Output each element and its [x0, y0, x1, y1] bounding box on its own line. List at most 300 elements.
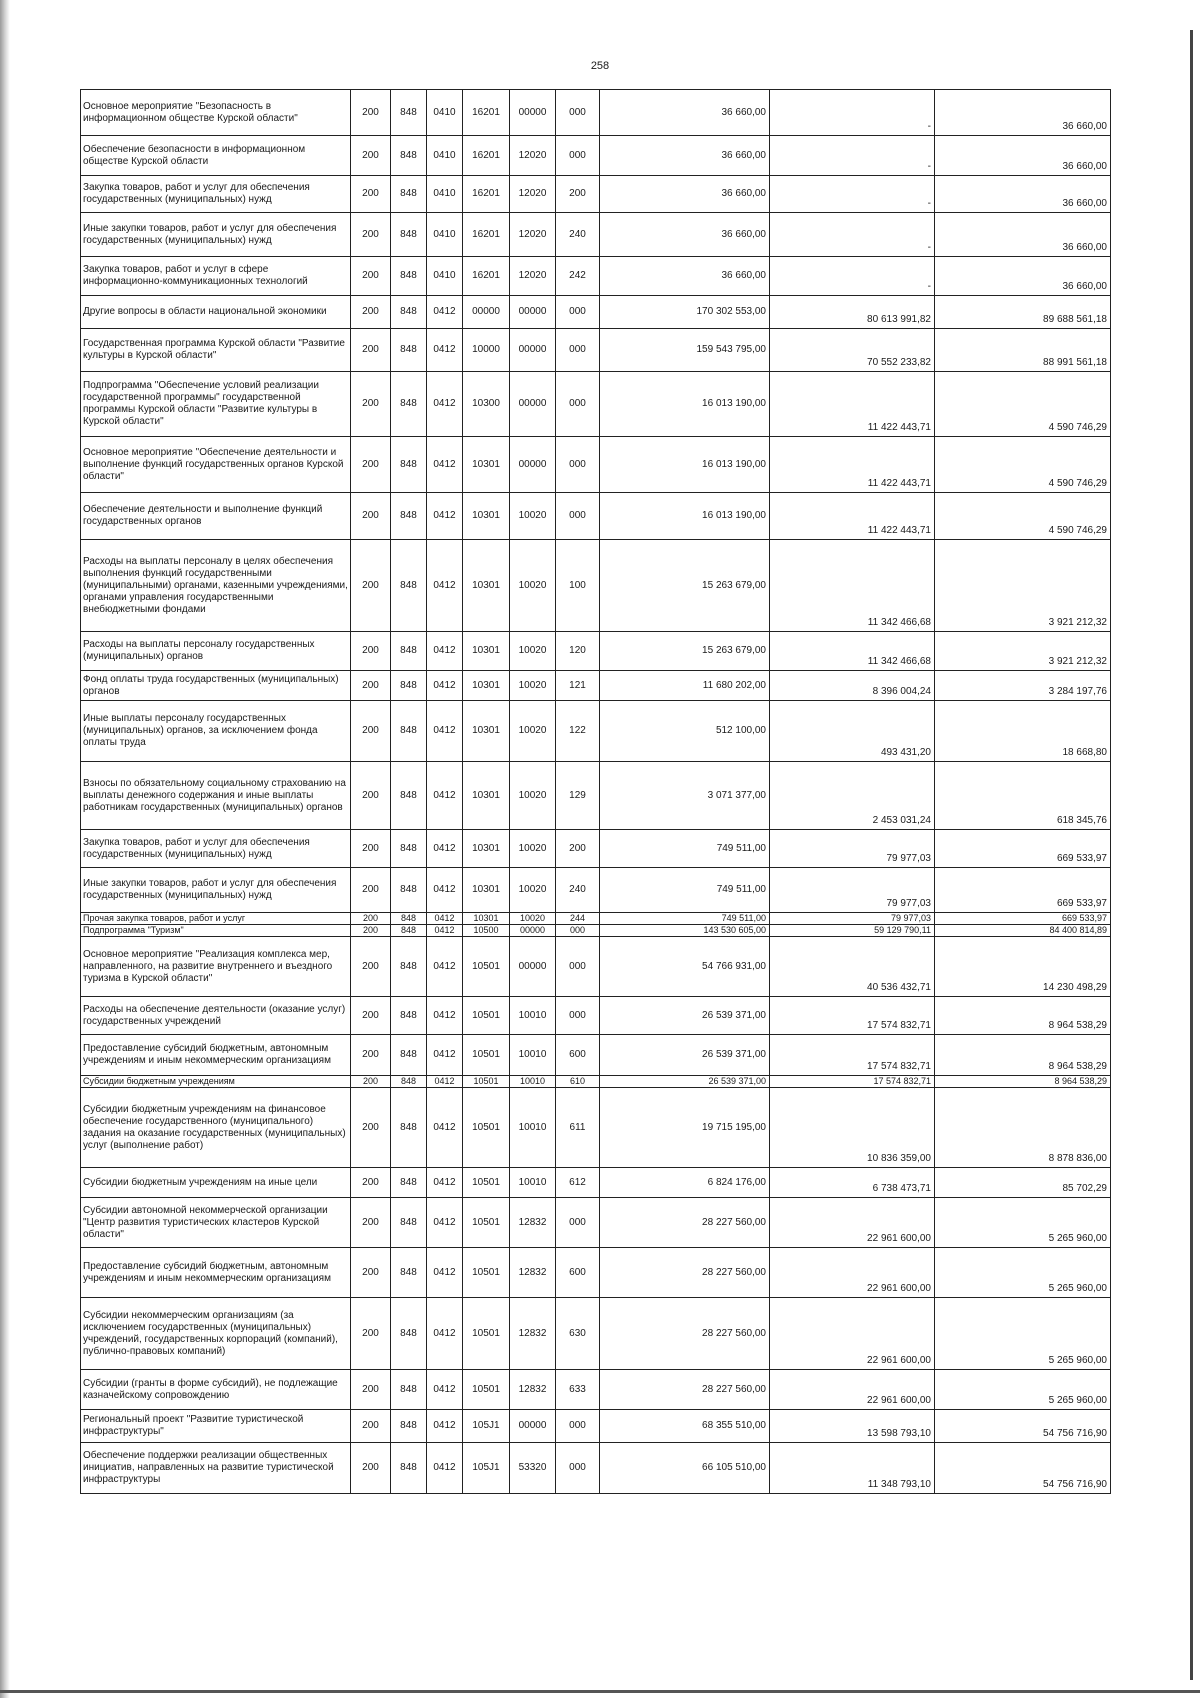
row-name-cell: Субсидии бюджетным учреждениям на иные цели [81, 1168, 351, 1198]
code-cell: 122 [556, 701, 600, 762]
code-cell: 00000 [510, 1410, 556, 1443]
table-row [81, 1076, 1111, 1088]
code-cell: 10501 [463, 937, 510, 997]
table-row [81, 997, 1111, 1035]
code-cell: 0412 [427, 762, 463, 830]
table-row [81, 1088, 1111, 1168]
amount-cell-3: 5 265 960,00 [935, 1198, 1111, 1248]
row-name-cell: Фонд оплаты труда государственных (муниципальных) органов [81, 671, 351, 701]
code-cell: 10501 [463, 1088, 510, 1168]
amount-cell-3: 36 660,00 [935, 213, 1111, 257]
budget-table [80, 89, 1111, 1494]
code-cell: 000 [556, 937, 600, 997]
code-cell: 10301 [463, 540, 510, 632]
table-row [81, 437, 1111, 493]
row-name-cell: Обеспечение поддержки реализации общественных инициатив, направленных на развитие туристической инфраструктуры [81, 1443, 351, 1494]
code-cell: 12832 [510, 1370, 556, 1410]
code-cell: 200 [351, 1248, 391, 1298]
amount-cell-3: 669 533,97 [935, 868, 1111, 913]
table-row [81, 830, 1111, 868]
code-cell: 0410 [427, 176, 463, 213]
amount-cell-2: - [770, 136, 935, 176]
code-cell: 0412 [427, 329, 463, 372]
row-name-cell: Государственная программа Курской области "Развитие культуры в Курской области" [81, 329, 351, 372]
code-cell: 10501 [463, 1248, 510, 1298]
amount-cell-3: 36 660,00 [935, 136, 1111, 176]
amount-cell-2: 11 422 443,71 [770, 372, 935, 437]
code-cell: 242 [556, 257, 600, 296]
amount-cell-1: 749 511,00 [600, 830, 770, 868]
amount-cell-1: 11 680 202,00 [600, 671, 770, 701]
code-cell: 10301 [463, 830, 510, 868]
code-cell: 200 [351, 329, 391, 372]
code-cell: 200 [351, 701, 391, 762]
table-row [81, 493, 1111, 540]
code-cell: 0412 [427, 1076, 463, 1088]
code-cell: 10501 [463, 1076, 510, 1088]
row-name-cell: Обеспечение деятельности и выполнение функций государственных органов [81, 493, 351, 540]
code-cell: 12832 [510, 1198, 556, 1248]
amount-cell-2: 22 961 600,00 [770, 1298, 935, 1370]
row-name-cell: Субсидии бюджетным учреждениям [81, 1076, 351, 1088]
amount-cell-2: 10 836 359,00 [770, 1088, 935, 1168]
code-cell: 10020 [510, 913, 556, 925]
row-name-cell: Субсидии автономной некоммерческой организации "Центр развития туристических кластеров Курской области" [81, 1198, 351, 1248]
amount-cell-2: 40 536 432,71 [770, 937, 935, 997]
code-cell: 848 [391, 1370, 427, 1410]
amount-cell-3: 669 533,97 [935, 913, 1111, 925]
code-cell: 200 [351, 1410, 391, 1443]
code-cell: 200 [351, 176, 391, 213]
code-cell: 10501 [463, 1035, 510, 1076]
amount-cell-2: 2 453 031,24 [770, 762, 935, 830]
code-cell: 0412 [427, 493, 463, 540]
code-cell: 200 [351, 1168, 391, 1198]
code-cell: 610 [556, 1076, 600, 1088]
amount-cell-1: 16 013 190,00 [600, 493, 770, 540]
amount-cell-1: 36 660,00 [600, 136, 770, 176]
table-row [81, 372, 1111, 437]
amount-cell-3: 8 964 538,29 [935, 1035, 1111, 1076]
code-cell: 0412 [427, 937, 463, 997]
code-cell: 200 [351, 671, 391, 701]
code-cell: 200 [351, 1088, 391, 1168]
code-cell: 000 [556, 296, 600, 329]
code-cell: 848 [391, 1198, 427, 1248]
code-cell: 00000 [510, 296, 556, 329]
code-cell: 000 [556, 90, 600, 136]
row-name-cell: Подпрограмма "Туризм" [81, 925, 351, 937]
amount-cell-1: 749 511,00 [600, 913, 770, 925]
table-row [81, 913, 1111, 925]
code-cell: 200 [351, 90, 391, 136]
code-cell: 00000 [510, 925, 556, 937]
row-name-cell: Закупка товаров, работ и услуг для обеспечения государственных (муниципальных) нужд [81, 176, 351, 213]
code-cell: 200 [351, 868, 391, 913]
code-cell: 0412 [427, 1410, 463, 1443]
code-cell: 200 [351, 1076, 391, 1088]
row-name-cell: Региональный проект "Развитие туристической инфраструктуры" [81, 1410, 351, 1443]
code-cell: 848 [391, 329, 427, 372]
code-cell: 200 [351, 1198, 391, 1248]
code-cell: 10010 [510, 997, 556, 1035]
code-cell: 0412 [427, 296, 463, 329]
code-cell: 848 [391, 437, 427, 493]
code-cell: 10501 [463, 1168, 510, 1198]
amount-cell-3: 36 660,00 [935, 257, 1111, 296]
row-name-cell: Расходы на выплаты персоналу государственных (муниципальных) органов [81, 632, 351, 671]
code-cell: 12020 [510, 257, 556, 296]
amount-cell-3: 84 400 814,89 [935, 925, 1111, 937]
code-cell: 848 [391, 868, 427, 913]
code-cell: 000 [556, 1198, 600, 1248]
amount-cell-3: 669 533,97 [935, 830, 1111, 868]
code-cell: 200 [351, 296, 391, 329]
row-name-cell: Обеспечение безопасности в информационном обществе Курской области [81, 136, 351, 176]
code-cell: 10301 [463, 762, 510, 830]
code-cell: 10020 [510, 701, 556, 762]
amount-cell-1: 749 511,00 [600, 868, 770, 913]
code-cell: 848 [391, 257, 427, 296]
row-name-cell: Иные закупки товаров, работ и услуг для обеспечения государственных (муниципальных) нужд [81, 868, 351, 913]
amount-cell-2: 79 977,03 [770, 868, 935, 913]
amount-cell-2: 11 422 443,71 [770, 437, 935, 493]
row-name-cell: Предоставление субсидий бюджетным, автономным учреждениям и иным некоммерческим организациям [81, 1248, 351, 1298]
code-cell: 0412 [427, 701, 463, 762]
code-cell: 848 [391, 1076, 427, 1088]
code-cell: 200 [351, 1035, 391, 1076]
code-cell: 10301 [463, 701, 510, 762]
amount-cell-1: 19 715 195,00 [600, 1088, 770, 1168]
amount-cell-3: 89 688 561,18 [935, 296, 1111, 329]
amount-cell-3: 3 921 212,32 [935, 540, 1111, 632]
amount-cell-1: 159 543 795,00 [600, 329, 770, 372]
amount-cell-1: 16 013 190,00 [600, 437, 770, 493]
table-row [81, 762, 1111, 830]
amount-cell-2: 22 961 600,00 [770, 1198, 935, 1248]
code-cell: 848 [391, 830, 427, 868]
code-cell: 12020 [510, 176, 556, 213]
amount-cell-1: 28 227 560,00 [600, 1198, 770, 1248]
amount-cell-3: 18 668,80 [935, 701, 1111, 762]
row-name-cell: Другие вопросы в области национальной экономики [81, 296, 351, 329]
amount-cell-1: 54 766 931,00 [600, 937, 770, 997]
code-cell: 10301 [463, 671, 510, 701]
code-cell: 10020 [510, 671, 556, 701]
amount-cell-2: 8 396 004,24 [770, 671, 935, 701]
code-cell: 848 [391, 213, 427, 257]
amount-cell-3: 88 991 561,18 [935, 329, 1111, 372]
table-row [81, 1370, 1111, 1410]
amount-cell-2: 11 342 466,68 [770, 540, 935, 632]
amount-cell-2: 17 574 832,71 [770, 1076, 935, 1088]
code-cell: 600 [556, 1035, 600, 1076]
code-cell: 10301 [463, 632, 510, 671]
amount-cell-2: 11 348 793,10 [770, 1443, 935, 1494]
code-cell: 10501 [463, 1370, 510, 1410]
code-cell: 0412 [427, 540, 463, 632]
code-cell: 200 [351, 1443, 391, 1494]
amount-cell-3: 4 590 746,29 [935, 372, 1111, 437]
code-cell: 0412 [427, 372, 463, 437]
code-cell: 000 [556, 1443, 600, 1494]
code-cell: 200 [351, 437, 391, 493]
table-row [81, 925, 1111, 937]
table-row [81, 868, 1111, 913]
amount-cell-1: 28 227 560,00 [600, 1248, 770, 1298]
code-cell: 848 [391, 90, 427, 136]
code-cell: 612 [556, 1168, 600, 1198]
code-cell: 0412 [427, 925, 463, 937]
code-cell: 10301 [463, 493, 510, 540]
amount-cell-1: 26 539 371,00 [600, 997, 770, 1035]
amount-cell-1: 36 660,00 [600, 90, 770, 136]
code-cell: 0412 [427, 1248, 463, 1298]
amount-cell-3: 85 702,29 [935, 1168, 1111, 1198]
code-cell: 16201 [463, 176, 510, 213]
row-name-cell: Прочая закупка товаров, работ и услуг [81, 913, 351, 925]
row-name-cell: Закупка товаров, работ и услуг в сфере информационно-коммуникационных технологий [81, 257, 351, 296]
code-cell: 848 [391, 1088, 427, 1168]
scan-edge-bottom [0, 1690, 1200, 1693]
code-cell: 0412 [427, 868, 463, 913]
amount-cell-1: 512 100,00 [600, 701, 770, 762]
code-cell: 200 [351, 493, 391, 540]
code-cell: 244 [556, 913, 600, 925]
table-row [81, 1248, 1111, 1298]
amount-cell-1: 170 302 553,00 [600, 296, 770, 329]
code-cell: 600 [556, 1248, 600, 1298]
amount-cell-1: 143 530 605,00 [600, 925, 770, 937]
amount-cell-3: 8 964 538,29 [935, 997, 1111, 1035]
table-row [81, 176, 1111, 213]
code-cell: 10501 [463, 1198, 510, 1248]
code-cell: 200 [351, 257, 391, 296]
amount-cell-1: 3 071 377,00 [600, 762, 770, 830]
code-cell: 00000 [510, 329, 556, 372]
amount-cell-2: 493 431,20 [770, 701, 935, 762]
code-cell: 848 [391, 1443, 427, 1494]
code-cell: 0412 [427, 913, 463, 925]
budget-table-wrapper [80, 89, 1110, 1494]
amount-cell-1: 26 539 371,00 [600, 1076, 770, 1088]
code-cell: 848 [391, 632, 427, 671]
table-row [81, 213, 1111, 257]
code-cell: 848 [391, 1168, 427, 1198]
code-cell: 00000 [463, 296, 510, 329]
code-cell: 848 [391, 997, 427, 1035]
amount-cell-2: 80 613 991,82 [770, 296, 935, 329]
row-name-cell: Взносы по обязательному социальному страхованию на выплаты денежного содержания и иные выплаты работникам государственных (муниципальных) органов [81, 762, 351, 830]
code-cell: 200 [351, 1298, 391, 1370]
code-cell: 848 [391, 136, 427, 176]
code-cell: 848 [391, 372, 427, 437]
code-cell: 848 [391, 925, 427, 937]
code-cell: 10000 [463, 329, 510, 372]
code-cell: 10010 [510, 1088, 556, 1168]
code-cell: 200 [351, 997, 391, 1035]
code-cell: 0412 [427, 830, 463, 868]
code-cell: 240 [556, 213, 600, 257]
code-cell: 0412 [427, 1168, 463, 1198]
row-name-cell: Расходы на обеспечение деятельности (оказание услуг) государственных учреждений [81, 997, 351, 1035]
code-cell: 200 [351, 925, 391, 937]
table-row [81, 90, 1111, 136]
amount-cell-1: 36 660,00 [600, 213, 770, 257]
amount-cell-2: 17 574 832,71 [770, 1035, 935, 1076]
code-cell: 10010 [510, 1168, 556, 1198]
amount-cell-3: 4 590 746,29 [935, 437, 1111, 493]
code-cell: 848 [391, 493, 427, 540]
amount-cell-3: 54 756 716,90 [935, 1443, 1111, 1494]
table-row [81, 257, 1111, 296]
code-cell: 53320 [510, 1443, 556, 1494]
code-cell: 10010 [510, 1035, 556, 1076]
amount-cell-1: 36 660,00 [600, 257, 770, 296]
code-cell: 12832 [510, 1298, 556, 1370]
row-name-cell: Основное мероприятие "Безопасность в информационном обществе Курской области" [81, 90, 351, 136]
amount-cell-1: 26 539 371,00 [600, 1035, 770, 1076]
code-cell: 848 [391, 671, 427, 701]
amount-cell-3: 5 265 960,00 [935, 1298, 1111, 1370]
table-row [81, 329, 1111, 372]
code-cell: 10020 [510, 868, 556, 913]
row-name-cell: Предоставление субсидий бюджетным, автономным учреждениям и иным некоммерческим организациям [81, 1035, 351, 1076]
code-cell: 000 [556, 136, 600, 176]
code-cell: 0412 [427, 1443, 463, 1494]
code-cell: 0410 [427, 90, 463, 136]
amount-cell-3: 618 345,76 [935, 762, 1111, 830]
code-cell: 10301 [463, 913, 510, 925]
amount-cell-1: 16 013 190,00 [600, 372, 770, 437]
row-name-cell: Расходы на выплаты персоналу в целях обеспечения выполнения функций государственными (муниципальными) органами, казенными учреждениями, органами управления государственными внебюджетными фондами [81, 540, 351, 632]
amount-cell-1: 36 660,00 [600, 176, 770, 213]
code-cell: 10500 [463, 925, 510, 937]
amount-cell-1: 68 355 510,00 [600, 1410, 770, 1443]
code-cell: 16201 [463, 213, 510, 257]
code-cell: 16201 [463, 136, 510, 176]
amount-cell-3: 3 921 212,32 [935, 632, 1111, 671]
code-cell: 0412 [427, 671, 463, 701]
row-name-cell: Субсидии (гранты в форме субсидий), не подлежащие казначейскому сопровождению [81, 1370, 351, 1410]
table-row [81, 1198, 1111, 1248]
amount-cell-3: 8 878 836,00 [935, 1088, 1111, 1168]
code-cell: 848 [391, 296, 427, 329]
code-cell: 10300 [463, 372, 510, 437]
amount-cell-2: 22 961 600,00 [770, 1248, 935, 1298]
row-name-cell: Субсидии некоммерческим организациям (за исключением государственных (муниципальных) учреждений, государственных корпораций (компаний), публично-правовых компаний) [81, 1298, 351, 1370]
code-cell: 200 [351, 913, 391, 925]
code-cell: 000 [556, 372, 600, 437]
amount-cell-1: 66 105 510,00 [600, 1443, 770, 1494]
table-row [81, 1298, 1111, 1370]
table-row [81, 1443, 1111, 1494]
code-cell: 10020 [510, 762, 556, 830]
amount-cell-1: 28 227 560,00 [600, 1298, 770, 1370]
scan-edge-left [0, 0, 10, 1698]
code-cell: 200 [351, 937, 391, 997]
table-row [81, 540, 1111, 632]
code-cell: 0412 [427, 1298, 463, 1370]
code-cell: 611 [556, 1088, 600, 1168]
code-cell: 633 [556, 1370, 600, 1410]
code-cell: 240 [556, 868, 600, 913]
code-cell: 10020 [510, 830, 556, 868]
code-cell: 10301 [463, 437, 510, 493]
amount-cell-2: - [770, 90, 935, 136]
row-name-cell: Субсидии бюджетным учреждениям на финансовое обеспечение государственного (муниципального) задания на оказание государственных (муниципальных) услуг (выполнение работ) [81, 1088, 351, 1168]
code-cell: 848 [391, 701, 427, 762]
code-cell: 12020 [510, 136, 556, 176]
code-cell: 00000 [510, 372, 556, 437]
row-name-cell: Иные выплаты персоналу государственных (муниципальных) органов, за исключением фонда оплаты труда [81, 701, 351, 762]
amount-cell-1: 15 263 679,00 [600, 632, 770, 671]
amount-cell-2: 79 977,03 [770, 830, 935, 868]
table-row [81, 632, 1111, 671]
code-cell: 200 [351, 632, 391, 671]
code-cell: 10501 [463, 997, 510, 1035]
code-cell: 848 [391, 1035, 427, 1076]
amount-cell-3: 4 590 746,29 [935, 493, 1111, 540]
amount-cell-3: 8 964 538,29 [935, 1076, 1111, 1088]
code-cell: 105J1 [463, 1443, 510, 1494]
code-cell: 120 [556, 632, 600, 671]
code-cell: 0412 [427, 1370, 463, 1410]
code-cell: 848 [391, 1410, 427, 1443]
code-cell: 848 [391, 913, 427, 925]
code-cell: 848 [391, 540, 427, 632]
amount-cell-2: 11 342 466,68 [770, 632, 935, 671]
code-cell: 10501 [463, 1298, 510, 1370]
amount-cell-2: 79 977,03 [770, 913, 935, 925]
code-cell: 848 [391, 762, 427, 830]
row-name-cell: Закупка товаров, работ и услуг для обеспечения государственных (муниципальных) нужд [81, 830, 351, 868]
code-cell: 000 [556, 1410, 600, 1443]
code-cell: 0410 [427, 136, 463, 176]
table-row [81, 1410, 1111, 1443]
amount-cell-3: 14 230 498,29 [935, 937, 1111, 997]
code-cell: 0412 [427, 997, 463, 1035]
amount-cell-3: 5 265 960,00 [935, 1370, 1111, 1410]
amount-cell-2: 59 129 790,11 [770, 925, 935, 937]
table-row [81, 1168, 1111, 1198]
page-number: 258 [590, 60, 610, 72]
amount-cell-2: 13 598 793,10 [770, 1410, 935, 1443]
amount-cell-1: 15 263 679,00 [600, 540, 770, 632]
amount-cell-2: - [770, 257, 935, 296]
code-cell: 00000 [510, 90, 556, 136]
code-cell: 10020 [510, 493, 556, 540]
table-row [81, 671, 1111, 701]
code-cell: 000 [556, 997, 600, 1035]
row-name-cell: Основное мероприятие "Реализация комплекса мер, направленного, на развитие внутреннего и въездного туризма в Курской области" [81, 937, 351, 997]
code-cell: 0410 [427, 257, 463, 296]
code-cell: 200 [556, 830, 600, 868]
code-cell: 630 [556, 1298, 600, 1370]
code-cell: 200 [351, 830, 391, 868]
code-cell: 00000 [510, 437, 556, 493]
code-cell: 105J1 [463, 1410, 510, 1443]
code-cell: 000 [556, 493, 600, 540]
amount-cell-3: 3 284 197,76 [935, 671, 1111, 701]
code-cell: 200 [351, 136, 391, 176]
code-cell: 200 [556, 176, 600, 213]
code-cell: 848 [391, 176, 427, 213]
code-cell: 000 [556, 437, 600, 493]
code-cell: 100 [556, 540, 600, 632]
code-cell: 0412 [427, 632, 463, 671]
code-cell: 200 [351, 540, 391, 632]
